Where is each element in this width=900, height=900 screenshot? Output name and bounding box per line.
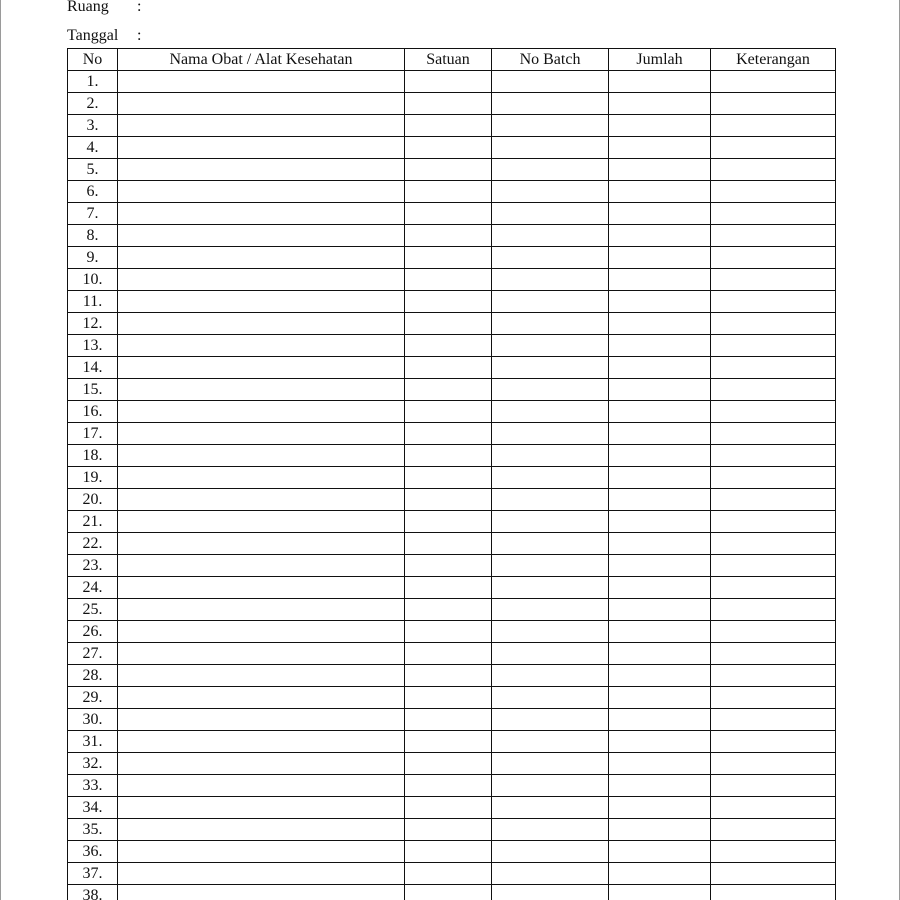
jumlah-cell	[609, 841, 711, 863]
row-number: 29.	[68, 687, 118, 709]
satuan-cell	[405, 181, 492, 203]
no-batch-cell	[492, 159, 609, 181]
no-batch-cell	[492, 93, 609, 115]
nama-obat-cell	[118, 467, 405, 489]
table-row	[68, 687, 836, 709]
table-row	[68, 401, 836, 423]
row-number: 24.	[68, 577, 118, 599]
row-number: 10.	[68, 269, 118, 291]
nama-obat-cell	[118, 731, 405, 753]
table-row	[68, 489, 836, 511]
jumlah-cell	[609, 665, 711, 687]
no-batch-cell	[492, 687, 609, 709]
no-batch-cell	[492, 203, 609, 225]
satuan-cell	[405, 225, 492, 247]
keterangan-cell	[711, 775, 836, 797]
keterangan-cell	[711, 621, 836, 643]
satuan-cell	[405, 401, 492, 423]
nama-obat-cell	[118, 841, 405, 863]
nama-obat-cell	[118, 181, 405, 203]
no-batch-cell	[492, 841, 609, 863]
table-row	[68, 643, 836, 665]
row-number: 30.	[68, 709, 118, 731]
header-no: No	[68, 49, 118, 71]
no-batch-cell	[492, 599, 609, 621]
table-row	[68, 93, 836, 115]
satuan-cell	[405, 269, 492, 291]
table-row	[68, 599, 836, 621]
satuan-cell	[405, 731, 492, 753]
row-number: 9.	[68, 247, 118, 269]
row-number: 34.	[68, 797, 118, 819]
table-row	[68, 775, 836, 797]
row-number: 33.	[68, 775, 118, 797]
keterangan-cell	[711, 511, 836, 533]
nama-obat-cell	[118, 577, 405, 599]
nama-obat-cell	[118, 489, 405, 511]
nama-obat-cell	[118, 379, 405, 401]
keterangan-cell	[711, 247, 836, 269]
nama-obat-cell	[118, 159, 405, 181]
jumlah-cell	[609, 291, 711, 313]
keterangan-cell	[711, 379, 836, 401]
no-batch-cell	[492, 137, 609, 159]
no-batch-cell	[492, 269, 609, 291]
jumlah-cell	[609, 797, 711, 819]
satuan-cell	[405, 863, 492, 885]
keterangan-cell	[711, 401, 836, 423]
row-number: 3.	[68, 115, 118, 137]
table-row	[68, 841, 836, 863]
table-row	[68, 203, 836, 225]
table-row	[68, 731, 836, 753]
satuan-cell	[405, 841, 492, 863]
keterangan-cell	[711, 885, 836, 900]
table-row	[68, 225, 836, 247]
table-body	[68, 71, 836, 900]
table-row	[68, 115, 836, 137]
table-row	[68, 885, 836, 900]
no-batch-cell	[492, 665, 609, 687]
table-row	[68, 423, 836, 445]
no-batch-cell	[492, 731, 609, 753]
row-number: 23.	[68, 555, 118, 577]
keterangan-cell	[711, 269, 836, 291]
jumlah-cell	[609, 357, 711, 379]
keterangan-cell	[711, 93, 836, 115]
row-number: 32.	[68, 753, 118, 775]
no-batch-cell	[492, 885, 609, 900]
satuan-cell	[405, 775, 492, 797]
no-batch-cell	[492, 335, 609, 357]
jumlah-cell	[609, 313, 711, 335]
row-number: 8.	[68, 225, 118, 247]
no-batch-cell	[492, 247, 609, 269]
nama-obat-cell	[118, 225, 405, 247]
row-number: 18.	[68, 445, 118, 467]
satuan-cell	[405, 335, 492, 357]
no-batch-cell	[492, 511, 609, 533]
table-row	[68, 137, 836, 159]
nama-obat-cell	[118, 269, 405, 291]
nama-obat-cell	[118, 511, 405, 533]
keterangan-cell	[711, 181, 836, 203]
no-batch-cell	[492, 775, 609, 797]
jumlah-cell	[609, 137, 711, 159]
satuan-cell	[405, 555, 492, 577]
satuan-cell	[405, 687, 492, 709]
nama-obat-cell	[118, 797, 405, 819]
jumlah-cell	[609, 753, 711, 775]
nama-obat-cell	[118, 291, 405, 313]
jumlah-cell	[609, 379, 711, 401]
jumlah-cell	[609, 599, 711, 621]
jumlah-cell	[609, 709, 711, 731]
keterangan-cell	[711, 577, 836, 599]
jumlah-cell	[609, 71, 711, 93]
nama-obat-cell	[118, 203, 405, 225]
no-batch-cell	[492, 313, 609, 335]
keterangan-cell	[711, 797, 836, 819]
row-number: 35.	[68, 819, 118, 841]
row-number: 13.	[68, 335, 118, 357]
no-batch-cell	[492, 555, 609, 577]
keterangan-cell	[711, 203, 836, 225]
nama-obat-cell	[118, 533, 405, 555]
satuan-cell	[405, 313, 492, 335]
table-row	[68, 753, 836, 775]
no-batch-cell	[492, 621, 609, 643]
satuan-cell	[405, 357, 492, 379]
header-nama-obat: Nama Obat / Alat Kesehatan	[118, 49, 405, 71]
satuan-cell	[405, 665, 492, 687]
nama-obat-cell	[118, 709, 405, 731]
jumlah-cell	[609, 555, 711, 577]
table-row	[68, 665, 836, 687]
nama-obat-cell	[118, 71, 405, 93]
keterangan-cell	[711, 489, 836, 511]
satuan-cell	[405, 599, 492, 621]
nama-obat-cell	[118, 401, 405, 423]
table-row	[68, 797, 836, 819]
table-row	[68, 555, 836, 577]
satuan-cell	[405, 819, 492, 841]
satuan-cell	[405, 489, 492, 511]
keterangan-cell	[711, 709, 836, 731]
keterangan-cell	[711, 423, 836, 445]
no-batch-cell	[492, 423, 609, 445]
row-number: 6.	[68, 181, 118, 203]
satuan-cell	[405, 885, 492, 900]
nama-obat-cell	[118, 555, 405, 577]
satuan-cell	[405, 71, 492, 93]
tanggal-field	[67, 27, 142, 45]
nama-obat-cell	[118, 775, 405, 797]
no-batch-cell	[492, 401, 609, 423]
jumlah-cell	[609, 511, 711, 533]
keterangan-cell	[711, 313, 836, 335]
nama-obat-cell	[118, 665, 405, 687]
nama-obat-cell	[118, 357, 405, 379]
ruang-field	[67, 0, 142, 16]
row-number: 1.	[68, 71, 118, 93]
row-number: 12.	[68, 313, 118, 335]
table-row	[68, 181, 836, 203]
satuan-cell	[405, 797, 492, 819]
table-row	[68, 291, 836, 313]
keterangan-cell	[711, 467, 836, 489]
table-header-row	[68, 49, 836, 71]
jumlah-cell	[609, 423, 711, 445]
nama-obat-cell	[118, 137, 405, 159]
satuan-cell	[405, 643, 492, 665]
jumlah-cell	[609, 181, 711, 203]
satuan-cell	[405, 137, 492, 159]
tanggal-label: Tanggal	[67, 27, 119, 44]
jumlah-cell	[609, 467, 711, 489]
table-row	[68, 379, 836, 401]
row-number: 14.	[68, 357, 118, 379]
jumlah-cell	[609, 247, 711, 269]
jumlah-cell	[609, 819, 711, 841]
satuan-cell	[405, 621, 492, 643]
no-batch-cell	[492, 225, 609, 247]
keterangan-cell	[711, 291, 836, 313]
satuan-cell	[405, 445, 492, 467]
nama-obat-cell	[118, 93, 405, 115]
keterangan-cell	[711, 819, 836, 841]
keterangan-cell	[711, 863, 836, 885]
row-number: 4.	[68, 137, 118, 159]
table-row	[68, 269, 836, 291]
row-number: 2.	[68, 93, 118, 115]
nama-obat-cell	[118, 863, 405, 885]
keterangan-cell	[711, 731, 836, 753]
row-number: 7.	[68, 203, 118, 225]
keterangan-cell	[711, 137, 836, 159]
table-row	[68, 577, 836, 599]
row-number: 36.	[68, 841, 118, 863]
satuan-cell	[405, 379, 492, 401]
nama-obat-cell	[118, 313, 405, 335]
jumlah-cell	[609, 203, 711, 225]
no-batch-cell	[492, 819, 609, 841]
ruang-label: Ruang	[67, 0, 109, 15]
keterangan-cell	[711, 753, 836, 775]
no-batch-cell	[492, 291, 609, 313]
keterangan-cell	[711, 335, 836, 357]
no-batch-cell	[492, 643, 609, 665]
nama-obat-cell	[118, 643, 405, 665]
keterangan-cell	[711, 599, 836, 621]
jumlah-cell	[609, 731, 711, 753]
jumlah-cell	[609, 401, 711, 423]
satuan-cell	[405, 247, 492, 269]
jumlah-cell	[609, 225, 711, 247]
satuan-cell	[405, 423, 492, 445]
table-row	[68, 533, 836, 555]
jumlah-cell	[609, 335, 711, 357]
nama-obat-cell	[118, 445, 405, 467]
table-row	[68, 863, 836, 885]
row-number: 25.	[68, 599, 118, 621]
jumlah-cell	[609, 445, 711, 467]
row-number: 5.	[68, 159, 118, 181]
satuan-cell	[405, 159, 492, 181]
jumlah-cell	[609, 489, 711, 511]
nama-obat-cell	[118, 115, 405, 137]
row-number: 20.	[68, 489, 118, 511]
table-row	[68, 467, 836, 489]
satuan-cell	[405, 115, 492, 137]
row-number: 11.	[68, 291, 118, 313]
row-number: 19.	[68, 467, 118, 489]
table-row	[68, 247, 836, 269]
satuan-cell	[405, 753, 492, 775]
satuan-cell	[405, 533, 492, 555]
no-batch-cell	[492, 379, 609, 401]
no-batch-cell	[492, 709, 609, 731]
keterangan-cell	[711, 665, 836, 687]
nama-obat-cell	[118, 621, 405, 643]
keterangan-cell	[711, 555, 836, 577]
nama-obat-cell	[118, 423, 405, 445]
jumlah-cell	[609, 621, 711, 643]
no-batch-cell	[492, 467, 609, 489]
table-row	[68, 709, 836, 731]
no-batch-cell	[492, 445, 609, 467]
table-row	[68, 819, 836, 841]
row-number: 21.	[68, 511, 118, 533]
row-number: 31.	[68, 731, 118, 753]
jumlah-cell	[609, 577, 711, 599]
nama-obat-cell	[118, 687, 405, 709]
header-jumlah: Jumlah	[609, 49, 711, 71]
row-number: 22.	[68, 533, 118, 555]
satuan-cell	[405, 709, 492, 731]
no-batch-cell	[492, 115, 609, 137]
table-row	[68, 511, 836, 533]
jumlah-cell	[609, 775, 711, 797]
row-number: 27.	[68, 643, 118, 665]
tanggal-colon: :	[137, 27, 142, 44]
jumlah-cell	[609, 269, 711, 291]
jumlah-cell	[609, 533, 711, 555]
table-row	[68, 621, 836, 643]
no-batch-cell	[492, 533, 609, 555]
table-row	[68, 335, 836, 357]
keterangan-cell	[711, 225, 836, 247]
jumlah-cell	[609, 93, 711, 115]
satuan-cell	[405, 203, 492, 225]
keterangan-cell	[711, 643, 836, 665]
no-batch-cell	[492, 753, 609, 775]
satuan-cell	[405, 467, 492, 489]
no-batch-cell	[492, 71, 609, 93]
keterangan-cell	[711, 115, 836, 137]
row-number: 28.	[68, 665, 118, 687]
nama-obat-cell	[118, 753, 405, 775]
satuan-cell	[405, 577, 492, 599]
header-no-batch: No Batch	[492, 49, 609, 71]
no-batch-cell	[492, 797, 609, 819]
no-batch-cell	[492, 357, 609, 379]
table-row	[68, 313, 836, 335]
keterangan-cell	[711, 71, 836, 93]
satuan-cell	[405, 291, 492, 313]
jumlah-cell	[609, 643, 711, 665]
header-satuan: Satuan	[405, 49, 492, 71]
jumlah-cell	[609, 863, 711, 885]
row-number: 17.	[68, 423, 118, 445]
no-batch-cell	[492, 577, 609, 599]
no-batch-cell	[492, 181, 609, 203]
satuan-cell	[405, 511, 492, 533]
keterangan-cell	[711, 357, 836, 379]
no-batch-cell	[492, 863, 609, 885]
jumlah-cell	[609, 159, 711, 181]
jumlah-cell	[609, 687, 711, 709]
jumlah-cell	[609, 885, 711, 900]
nama-obat-cell	[118, 599, 405, 621]
keterangan-cell	[711, 841, 836, 863]
nama-obat-cell	[118, 819, 405, 841]
row-number: 16.	[68, 401, 118, 423]
row-number: 15.	[68, 379, 118, 401]
table-row	[68, 357, 836, 379]
keterangan-cell	[711, 687, 836, 709]
medicine-list-table	[67, 48, 836, 900]
keterangan-cell	[711, 533, 836, 555]
nama-obat-cell	[118, 885, 405, 900]
no-batch-cell	[492, 489, 609, 511]
row-number: 26.	[68, 621, 118, 643]
keterangan-cell	[711, 159, 836, 181]
row-number: 37.	[68, 863, 118, 885]
header-keterangan: Keterangan	[711, 49, 836, 71]
table-row	[68, 445, 836, 467]
keterangan-cell	[711, 445, 836, 467]
ruang-colon: :	[137, 0, 142, 15]
row-number: 38.	[68, 885, 118, 900]
nama-obat-cell	[118, 247, 405, 269]
satuan-cell	[405, 93, 492, 115]
jumlah-cell	[609, 115, 711, 137]
table-row	[68, 159, 836, 181]
table-row	[68, 71, 836, 93]
nama-obat-cell	[118, 335, 405, 357]
